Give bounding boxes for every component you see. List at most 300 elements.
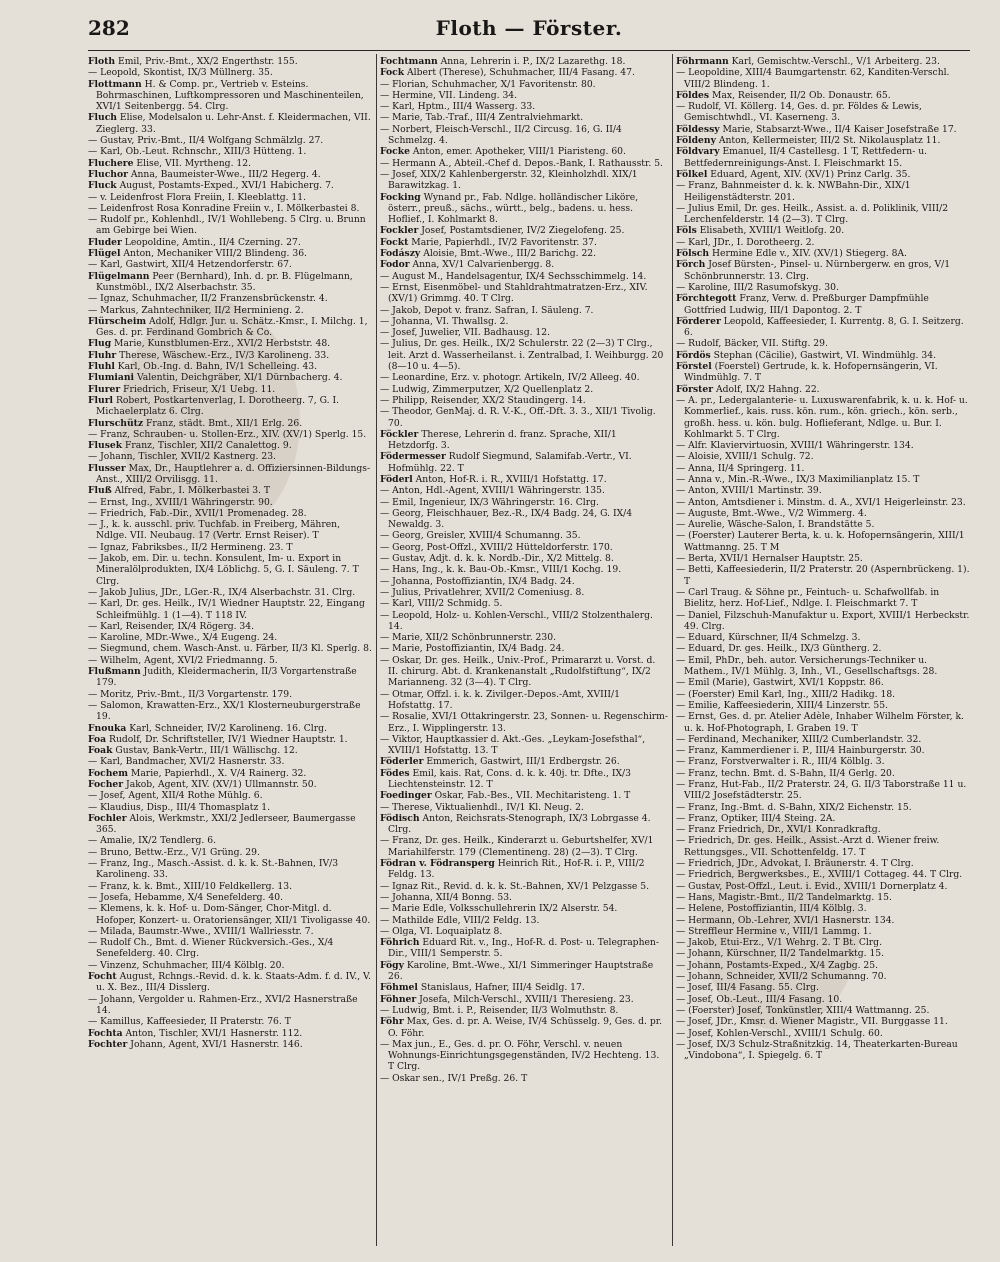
entry-details: — Theodor, GenMaj. d. R. V.-K., Off.-Dft. 3. 3., XII/1 Tivolig. 70. (380, 406, 656, 429)
entry-surname: Flug (88, 338, 112, 350)
entry-details: Judith, Kleidermacherin, II/3 Vorgartenstraße 179. (96, 666, 357, 689)
entry-surname: Förch (676, 259, 706, 271)
entry-details: — Daniel, Filzschuh-Manufaktur u. Export, XVIII/1 Herbeckstr. 49. Clrg. (676, 609, 970, 632)
entry-surname: Föhner (380, 993, 417, 1005)
directory-entry (88, 350, 372, 361)
entry-surname: Flottmann (88, 78, 142, 90)
directory-entry (88, 1016, 372, 1027)
entry-surname: Flurl (88, 394, 114, 406)
directory-entry (380, 790, 668, 801)
entry-details: — Josef, JDr., Kmsr. d. Wiener Magistr., VII. Burggasse 11. (676, 1016, 948, 1028)
directory-entry (380, 813, 668, 836)
entry-details: — Auguste, Bmt.-Wwe., V/2 Wimmerg. 4. (676, 507, 867, 519)
entry-details: — Marie, XII/2 Schönbrunnerstr. 230. (380, 632, 557, 644)
entry-details: Karl, Schneider, IV/2 Karolineng. 16. Clrg. (129, 722, 327, 734)
directory-entry (88, 847, 372, 858)
entry-details: — Leopold, Skontist, IX/3 Müllnerg. 35. (88, 67, 273, 79)
directory-entry (88, 666, 372, 689)
column-divider (672, 54, 673, 1246)
directory-entry (676, 530, 970, 553)
directory-entry (88, 508, 372, 519)
entry-details: — Franz Friedrich, Dr., XVI/1 Konradkraftg. (676, 824, 881, 836)
entry-details: — Otmar, Offzl. i. k. k. Zivilger.-Depos.-Amt, XVIII/1 Hofstattg. 17. (380, 688, 620, 711)
entry-details: Heinrich Rit., Hof-R. i. P., VIII/2 Feldg. 13. (388, 858, 645, 881)
directory-entry (88, 655, 372, 666)
entry-surname: Förstel (676, 361, 712, 373)
directory-entry (88, 802, 372, 813)
directory-entry (676, 146, 970, 169)
entry-details: Marie, Kunstblumen-Erz., XVI/2 Herbststr. 48. (114, 338, 331, 350)
entry-details: Alfred, Fabr., I. Mölkerbastei 3. T (114, 485, 271, 497)
entry-details: Oskar, Fab.-Bes., VII. Mechitaristeng. 1. T (434, 790, 631, 802)
entry-details: — Bruno, Bettw.-Erz., V/1 Grüng. 29. (88, 846, 260, 858)
entry-details: — Leopold, Holz- u. Kohlen-Verschl., VIII/2 Stolzenthalerg. 14. (380, 609, 653, 632)
directory-entry (380, 711, 668, 734)
directory-entry (676, 643, 970, 654)
directory-entry (380, 192, 668, 226)
entry-details: — Max jun., E., Ges. d. pr. O. Föhr, Verschl. v. neuen Wohnungs-Einrichtungsgegenständen, IV/2 Hechteng. 13. T Clrg. (380, 1038, 660, 1073)
entry-details: — Franz, Dr. ges. Heilk., Kinderarzt u. Geburtshelfer, XV/1 Mariahilferstr. 179 (Clementineng. 28) (2—3). T Clrg. (380, 835, 654, 858)
directory-entry (380, 451, 668, 474)
entry-details: Stephan (Cäcilie), Gastwirt, VI. Windmühlg. 34. (713, 349, 936, 361)
entry-details: — A. pr., Ledergalanterie- u. Luxuswarenfabrik, k. u. k. Hof- u. Kommerlief., kais. russ. kön. rum., kön. griech., kön. serb., großh. hess. u. kön. bulg. Hoflieferant, Ndlge. u. Bur. I. Kohlmarkt 5. T Clrg. (676, 394, 968, 440)
entry-details: — Emilie, Kaffeesiederin, XIII/4 Linzerstr. 55. (676, 699, 889, 711)
directory-entry (88, 316, 372, 339)
directory-entry (380, 271, 668, 282)
directory-entry (88, 1028, 372, 1039)
directory-entry (380, 937, 668, 960)
entry-surname: Fochtmann (380, 56, 438, 67)
directory-entry (380, 327, 668, 338)
directory-entry (676, 169, 970, 180)
entry-details: — Karl, Reisender, IX/4 Rögerg. 34. (88, 620, 255, 632)
entry-details: Jakob, Agent, XIV. (XV/1) Ullmannstr. 50. (126, 779, 317, 790)
entry-surname: Fochem (88, 767, 128, 779)
entry-details: Leopold, Kaffeesieder, I. Kurrentg. 8, G. I. Seitzerg. 6. (684, 315, 964, 339)
entry-surname: Focking (380, 191, 421, 203)
entry-details: — v. Leidenfrost Flora Freiin, I. Kleeblattg. 11. (88, 191, 307, 203)
directory-entry (380, 553, 668, 564)
entry-surname: Fluck (88, 180, 117, 192)
entry-details: — Hermann A., Abteil.-Chef d. Depos.-Bank, I. Rathausstr. 5. (380, 157, 663, 169)
entry-details: — Josef, Kohlen-Verschl., XVIII/1 Schulg. 60. (676, 1027, 883, 1039)
directory-entry (380, 259, 668, 270)
directory-entry (88, 881, 372, 892)
entry-details: — Friedrich, JDr., Advokat, I. Bräunerstr. 4. T Clrg. (676, 858, 914, 870)
entry-details: — Franz, Ing., Masch.-Assist. d. k. k. St.-Bahnen, IV/3 Karolineng. 33. (88, 858, 339, 881)
entry-details: Gustav, Bank-Vertr., III/1 Wällischg. 12. (115, 745, 298, 757)
directory-entry (88, 971, 372, 994)
entry-details: — Karl, Bandmacher, XVI/2 Hasnerstr. 33. (88, 756, 285, 768)
directory-entry (88, 158, 372, 169)
directory-entry (380, 429, 668, 452)
directory-entry (676, 225, 970, 236)
entry-details: Emil, Priv.-Bmt., XX/2 Engerthstr. 155. (118, 56, 298, 67)
directory-entry (88, 361, 372, 372)
directory-entry (676, 587, 970, 610)
entry-details: — Gustav, Priv.-Bmt., II/4 Wolfgang Schmälzlg. 27. (88, 135, 324, 147)
directory-entry (380, 90, 668, 101)
directory-entry (88, 632, 372, 643)
directory-entry (380, 926, 668, 937)
entry-details: — Viktor, Hauptkassier d. Akt.-Ges. „Leykam-Josefsthal“, XVIII/1 Hofstattg. 13. T (380, 733, 646, 757)
entry-details: Max, Ges. d. pr. A. Weise, IV/4 Schüsselg. 9, Ges. d. pr. O. Föhr. (388, 1016, 663, 1039)
entry-surname: Földeny (676, 135, 716, 147)
entry-details: — Johann, Vergolder u. Rahmen-Erz., XVI/2 Hasnerstraße 14. (88, 993, 358, 1016)
directory-entry (676, 960, 970, 971)
entry-details: Aloisie, Bmt.-Wwe., III/2 Barichg. 22. (423, 248, 597, 260)
entry-surname: Foak (88, 745, 113, 757)
directory-entry (88, 305, 372, 316)
entry-details: — Oskar sen., IV/1 Preßg. 26. T (380, 1072, 528, 1084)
directory-entry (676, 937, 970, 948)
entry-details: — Aloisie, XVIII/1 Schulg. 72. (676, 451, 814, 463)
directory-entry (88, 169, 372, 180)
entry-details: — Friedrich, Fab.-Dir., XVII/1 Promenadeg. 28. (88, 507, 307, 519)
entry-details: — Leonardine, Erz. v. photogr. Artikeln, IV/2 Alleeg. 40. (380, 372, 640, 384)
entry-details: — Marie, Tab.-Traf., III/4 Zentralviehmarkt. (380, 112, 584, 124)
entry-surname: Födisch (380, 812, 420, 824)
entry-surname: Foedinger (380, 790, 432, 802)
directory-entry (88, 937, 372, 960)
entry-surname: Föderl (380, 473, 413, 485)
entry-details: Anton, Kellermeister, III/2 St. Nikolausplatz 11. (718, 135, 941, 147)
entry-surname: Floth (88, 56, 116, 67)
entry-details: Anna, Lehrerin i. P., IX/2 Lazarethg. 18. (440, 56, 626, 67)
entry-details: Alois, Werkmstr., XXI/2 Jedlerseer, Baumergasse 365. (96, 812, 356, 836)
directory-entry (676, 835, 970, 858)
directory-entry (88, 485, 372, 496)
entry-details: — Karl, Hptm., III/4 Wasserg. 33. (380, 101, 536, 113)
directory-entry (380, 903, 668, 914)
entry-details: — Philipp, Reisender, XX/2 Staudingerg. 14. (380, 394, 586, 406)
directory-entry (380, 372, 668, 383)
entry-details: Anna, Baumeister-Wwe., III/2 Hegerg. 4. (130, 168, 321, 180)
entry-details: — Franz, Kammerdiener i. P., III/4 Hainburgerstr. 30. (676, 745, 925, 757)
directory-entry (88, 553, 372, 587)
directory-entry (88, 248, 372, 259)
entry-surname: Flußmann (88, 666, 141, 678)
entry-details: — Anton, Amtsdiener i. Minstm. d. A., XVI/1 Heigerleinstr. 23. (676, 496, 966, 508)
entry-surname: Flürscheim (88, 315, 147, 327)
entry-details: Albert (Therese), Schuhmacher, III/4 Fasang. 47. (407, 67, 635, 79)
entry-details: (Foerstel) Gertrude, k. k. Hofopernsängerin, VI. Windmühlg. 7. T (684, 361, 938, 384)
entry-surname: Flusser (88, 462, 126, 474)
entry-details: — Moritz, Priv.-Bmt., II/3 Vorgartenstr. 179. (88, 688, 293, 700)
directory-entry (380, 248, 668, 259)
directory-entry (380, 384, 668, 395)
entry-details: — Johanna, XII/4 Bonng. 53. (380, 891, 512, 903)
entry-details: — Rudolf pr., Kohlenhdl., IV/1 Wohllebeng. 5 Clrg. u. Brunn am Gebirge bei Wien. (88, 214, 366, 237)
entry-details: — Klaudius, Disp., III/4 Thomasplatz 1. (88, 801, 271, 813)
directory-entry (676, 508, 970, 519)
directory-entry (676, 237, 970, 248)
entry-surname: Födermesser (380, 451, 446, 463)
directory-entry (88, 734, 372, 745)
entry-details: — Wilhelm, Agent, XVI/2 Friedmanng. 5. (88, 654, 278, 666)
entry-details: Franz, städt. Bmt., XII/1 Erlg. 26. (146, 417, 303, 429)
entry-details: — Ignaz Rit., Revid. d. k. k. St.-Bahnen, XV/1 Pelzgasse 5. (380, 880, 650, 892)
directory-entry (380, 497, 668, 508)
entry-details: — Ferdinand, Mechaniker, XIII/2 Cumberlandstr. 32. (676, 733, 922, 745)
directory-entry (380, 508, 668, 531)
entry-details: Max, Dr., Hauptlehrer a. d. Offiziersinnen-Bildungs-Anst., XIII/2 Orvilisgg. 11. (96, 462, 371, 485)
directory-entry (380, 881, 668, 892)
directory-entry (88, 463, 372, 486)
directory-entry (676, 440, 970, 451)
entry-details: Adolf, IX/2 Hahng. 22. (716, 383, 820, 395)
entry-details: — Markus, Zahntechniker, II/2 Herminieng. 2. (88, 304, 304, 316)
directory-entry (676, 553, 970, 564)
entry-surname: Födes (380, 767, 410, 779)
directory-entry (676, 982, 970, 993)
entry-details: Elise, Modelsalon u. Lehr-Anst. f. Kleidermachen, VII. Zieglerg. 33. (96, 112, 371, 135)
directory-entry (676, 994, 970, 1005)
directory-entry (676, 338, 970, 349)
directory-entry (88, 779, 372, 790)
entry-details: — Franz, k. k. Bmt., XIII/10 Feldkellerg. 13. (88, 880, 292, 892)
entry-details: — August M., Handelsagentur, IX/4 Sechsschimmelg. 14. (380, 270, 647, 282)
entry-details: — Georg, Post-Offzl., XVIII/2 Hütteldorferstr. 170. (380, 541, 613, 553)
directory-entry (676, 124, 970, 135)
directory-entry (380, 67, 668, 78)
entry-details: H. & Comp. pr., Vertrieb v. Esteins. Bohrmaschinen, Luftkompressoren und Maschinenteilen, XVI/1 Seitenbergg. 54. Clrg. (96, 78, 364, 113)
directory-entry (88, 643, 372, 654)
entry-surname: Földes (676, 89, 710, 101)
directory-entry (88, 858, 372, 881)
entry-surname: Fodászy (380, 248, 421, 260)
entry-surname: Földessy (676, 123, 720, 135)
directory-entry (88, 598, 372, 621)
entry-details: — J., k. k. ausschl. priv. Tuchfab. in Freiberg, Mähren, Ndlge. VII. Neubaug. 17 (Vertr. Ernst Reiser). T (88, 519, 340, 542)
entry-details: — Karl, Ob.-Leut. Rchnschr., XIII/3 Hütteng. 1. (88, 146, 307, 158)
entry-surname: Focher (88, 779, 124, 790)
directory-entry (380, 395, 668, 406)
directory-entry (88, 440, 372, 451)
entry-details: — Julius, Dr. ges. Heilk., IX/2 Schulerstr. 22 (2—3) T Clrg., leit. Arzt d. Wasserheilanst. i. Zentralbad, I. Weihburgg. 20 (8—10 u. 4—5). (380, 338, 664, 373)
entry-surname: Fögy (380, 959, 404, 971)
directory-entry (676, 361, 970, 384)
directory-entry (380, 982, 668, 993)
entry-details: — Leidenfrost Rosa Konradine Freiin v., I. Mölkerbastei 8. (88, 202, 360, 214)
entry-details: — Emil, PhDr., beh. autor. Versicherungs-Techniker u. Mathem., IV/1 Mühlg. 3, Inh., VI., Gesellschaftsgs. 28. (676, 654, 938, 678)
entry-surname: Förster (676, 383, 714, 395)
entry-details: — Ludwig, Zimmerputzer, X/2 Quellenplatz 2. (380, 383, 594, 395)
entry-details: Leopoldine, Amtin., II/4 Czerning. 27. (124, 236, 301, 248)
directory-entry (380, 530, 668, 541)
entry-details: — Vinzenz, Schuhmacher, III/4 Kölblg. 20. (88, 959, 285, 971)
directory-entry (88, 203, 372, 214)
entry-details: — Franz, Bahnmeister d. k. k. NWBahn-Dir., XIX/1 Heiligenstädterstr. 201. (676, 180, 911, 203)
entry-details: — (Foerster) Emil Karl, Ing., XIII/2 Hadikg. 18. (676, 688, 896, 700)
directory-entry (676, 474, 970, 485)
entry-details: Rudolf, Dr. Schriftsteller, IV/1 Wiedner Hauptstr. 1. (109, 733, 348, 745)
directory-entry (676, 1005, 970, 1016)
entry-surname: Fölkel (676, 168, 708, 180)
entry-details: — (Foerster) Lauterer Berta, k. u. k. Hofopernsängerin, XIII/1 Wattmanng. 25. T M (676, 530, 965, 553)
directory-entry (676, 677, 970, 688)
directory-entry (380, 338, 668, 372)
directory-entry (676, 1039, 970, 1062)
header-rule (88, 50, 970, 51)
entry-details: — Jakob, Etui-Erz., V/1 Wehrg. 2. T Bt. Clrg. (676, 937, 882, 949)
directory-entry (676, 892, 970, 903)
entry-details: — Eduard, Kürschner, II/4 Schmelzg. 3. (676, 632, 861, 644)
entry-details: Franz, Tischler, XII/2 Canalettog. 9. (125, 440, 292, 452)
directory-entry (88, 67, 372, 78)
entry-details: — Norbert, Fleisch-Verschl., II/2 Circusg. 16, G. II/4 Schmelzg. 4. (380, 123, 622, 147)
entry-details: — Therese, Viktualienhdl., IV/1 Kl. Neug. 2. (380, 801, 584, 813)
directory-entry (380, 835, 668, 858)
directory-entry (88, 745, 372, 756)
directory-entry (676, 869, 970, 880)
directory-entry (88, 497, 372, 508)
entry-details: Anton, emer. Apotheker, VIII/1 Piaristeng. 60. (412, 146, 626, 158)
entry-details: — Franz, techn. Bmt. d. S-Bahn, II/4 Gerlg. 20. (676, 767, 895, 779)
entry-details: — Ludwig, Bmt. i. P., Reisender, II/3 Wolmuthstr. 8. (380, 1004, 619, 1016)
entry-surname: Fockt (380, 236, 409, 248)
entry-details: — Jakob Julius, JDr., LGer.-R., IX/4 Alserbachstr. 31. Clrg. (88, 586, 356, 598)
entry-details: — Kamillus, Kaffeesieder, II Praterstr. 76. T (88, 1016, 291, 1028)
directory-entry (676, 734, 970, 745)
entry-details: — Anton, Hdl.-Agent, XVIII/1 Währingerstr. 135. (380, 485, 605, 497)
entry-details: — Betti, Kaffeesiederin, II/2 Praterstr. 20 (Aspernbrückeng. 1). T (676, 564, 970, 587)
entry-details: — Eduard, Dr. ges. Heilk., IX/3 Güntherg. 2. (676, 643, 882, 655)
entry-details: — Josef, Ob.-Leut., III/4 Fasang. 10. (676, 993, 843, 1005)
directory-entry (676, 824, 970, 835)
entry-surname: Fockler (380, 225, 419, 237)
entry-details: — Carl Traug. & Söhne pr., Feintuch- u. Schafwollfab. in Bielitz, herz. Hof-Lief., Ndlge. I. Fleischmarkt 7. T (676, 586, 940, 610)
entry-details: — Ernst, Ges. d. pr. Atelier Adèle, Inhaber Wilhelm Förster, k. u. k. Hof-Photograph, I. Graben 19. T (676, 711, 964, 734)
entry-details: — Helene, Postoffiziantin, III/4 Kölblg. 3. (676, 903, 867, 915)
directory-entry (380, 146, 668, 157)
column-3 (676, 56, 970, 1246)
entry-details: Josef Bürsten-, Pinsel- u. Nürnbergerw. en gros, V/1 Schönbrunnerstr. 13. Clrg. (684, 259, 951, 282)
entry-details: Anna, XV/1 Calvarienbergg. 8. (412, 259, 555, 271)
entry-details: — Rosalie, XVI/1 Ottakringerstr. 23, Sonnen- u. Regenschirm-Erz., I. Wipplingerstr. 13. (380, 711, 668, 734)
page-header (88, 16, 970, 46)
column-1 (88, 56, 372, 1246)
entry-details: — Ernst, Eisenmöbel- und Stahldrahtmatratzen-Erz., XIV. (XV/1) Grimmg. 40. T Clrg. (380, 281, 648, 305)
directory-entry (380, 564, 668, 575)
entry-surname: Focht (88, 971, 117, 983)
entry-details: — Josef, Agent, XII/4 Rothe Mühlg. 6. (88, 790, 263, 802)
directory-entry (88, 180, 372, 191)
entry-details: Therese, Wäschew.-Erz., IV/3 Karolineng. 33. (119, 349, 330, 361)
directory-entry (676, 779, 970, 802)
entry-surname: Fluhl (88, 361, 115, 373)
directory-entry (88, 271, 372, 294)
directory-entry (676, 67, 970, 90)
entry-details: — Milada, Baumstr.-Wwe., XVIII/1 Wallriesstr. 7. (88, 925, 314, 937)
entry-surname: Fluß (88, 485, 112, 497)
entry-details: — Hermine, VII. Lindeng. 34. (380, 89, 518, 101)
entry-surname: Fodor (380, 259, 410, 271)
entry-details: — Leopoldine, XIII/4 Baumgartenstr. 62, Kanditen-Verschl. VIII/2 Blindeng. 1. (676, 67, 950, 90)
entry-details: Anton, Tischler, XVI/1 Hasnerstr. 112. (125, 1027, 303, 1039)
directory-entry (676, 259, 970, 282)
directory-entry (380, 1073, 668, 1084)
entry-details: — Julius Emil, Dr. ges. Heilk., Assist. a. d. Poliklinik, VIII/2 Lerchenfelderstr. 14 (2—3). T Clrg. (676, 202, 949, 226)
entry-details: — Berta, XVII/1 Hernalser Hauptstr. 25. (676, 553, 863, 565)
entry-details: — Josef, Juwelier, VII. Badhausg. 12. (380, 327, 551, 339)
entry-surname: Föls (676, 225, 697, 237)
directory-entry (88, 214, 372, 237)
entry-details: — Julius, Privatlehrer, XVII/2 Comeniusg. 8. (380, 586, 585, 598)
directory-entry (88, 519, 372, 542)
directory-entry (380, 101, 668, 112)
directory-entry (380, 1039, 668, 1073)
entry-details: — Friedrich, Bergwerksbes., E., XVIII/1 Cottageg. 44. T Clrg. (676, 869, 963, 881)
directory-entry (88, 395, 372, 418)
entry-details: Franz, Verw. d. Preßburger Dampfmühle Gottfried Ludwig, III/1 Dapontog. 2. T (684, 293, 929, 316)
directory-entry (380, 56, 668, 67)
directory-entry (380, 124, 668, 147)
entry-details: — Franz, Forstverwalter i. R., III/4 Kölblg. 3. (676, 756, 885, 768)
directory-entry (380, 1005, 668, 1016)
entry-details: — Streffleur Hermine v., VIII/1 Lammg. 1. (676, 925, 872, 937)
entry-details: Valentin, Deichgräber, XI/1 Dürnbacherg. 4. (136, 372, 343, 384)
entry-details: Robert, Postkartenverlag, I. Dorotheerg. 7, G. I. Michaelerplatz 6. Clrg. (96, 394, 340, 418)
directory-entry (676, 802, 970, 813)
directory-entry (380, 316, 668, 327)
entry-details: — Rudolf, VI. Köllerg. 14, Ges. d. pr. Földes & Lewis, Gemischtwhdl., VI. Kaserneng. 3. (676, 101, 922, 124)
entry-details: — Klemens, k. k. Hof- u. Dom-Sänger, Chor-Mitgl. d. Hofoper, Konzert- u. Oratoriensänger, XII/1 Tivoligasse 40. (88, 903, 371, 926)
entry-surname: Focke (380, 146, 410, 158)
directory-entry (88, 700, 372, 723)
directory-entry (676, 519, 970, 530)
entry-details: — Anna, II/4 Springerg. 11. (676, 462, 805, 474)
directory-entry (676, 293, 970, 316)
directory-entry (676, 903, 970, 914)
entry-details: Josefa, Milch-Verschl., XVIII/1 Theresieng. 23. (419, 993, 634, 1005)
directory-entry (88, 146, 372, 157)
entry-details: — Johanna, VI. Thwallsg. 2. (380, 315, 509, 327)
entry-details: — Hans, Magistr.-Bmt., II/2 Tandelmarktg. 15. (676, 891, 892, 903)
directory-entry (88, 56, 372, 67)
directory-entry (380, 632, 668, 643)
entry-surname: Förchtegott (676, 293, 737, 305)
entry-surname: Flusek (88, 440, 123, 452)
entry-surname: Förderer (676, 315, 721, 327)
entry-surname: Flügelmann (88, 270, 150, 282)
entry-details: Eduard Rit. v., Ing., Hof-R. d. Post- u. Telegraphen-Dir., VIII/1 Semperstr. 5. (388, 937, 659, 960)
directory-entry (380, 689, 668, 712)
entry-surname: Föhrmann (676, 56, 729, 67)
entry-details: Anton, Hof-R. i. R., XVIII/1 Hofstattg. 17. (415, 473, 607, 485)
directory-entry (88, 892, 372, 903)
directory-entry (380, 892, 668, 903)
entry-surname: Flurschütz (88, 417, 144, 429)
directory-entry (676, 180, 970, 203)
entry-details: Marie, Papierhdl., X. V/4 Rainerg. 32. (130, 767, 307, 779)
directory-entry (88, 813, 372, 836)
entry-details: Karl, Ob.-Ing. d. Bahn, IV/1 Schelleing. 43. (117, 361, 318, 373)
directory-entry (380, 406, 668, 429)
directory-entry (676, 248, 970, 259)
entry-surname: Fluder (88, 236, 122, 248)
directory-entry (380, 960, 668, 983)
entry-details: — Johann, Tischler, XVII/2 Kastnerg. 23. (88, 451, 276, 463)
entry-surname: Fölsch (676, 248, 710, 260)
directory-entry (676, 1016, 970, 1027)
directory-entry (676, 711, 970, 734)
directory-entry (676, 858, 970, 869)
directory-entry (676, 395, 970, 440)
directory-entry (88, 903, 372, 926)
directory-entry (676, 610, 970, 633)
column-2 (380, 56, 668, 1246)
